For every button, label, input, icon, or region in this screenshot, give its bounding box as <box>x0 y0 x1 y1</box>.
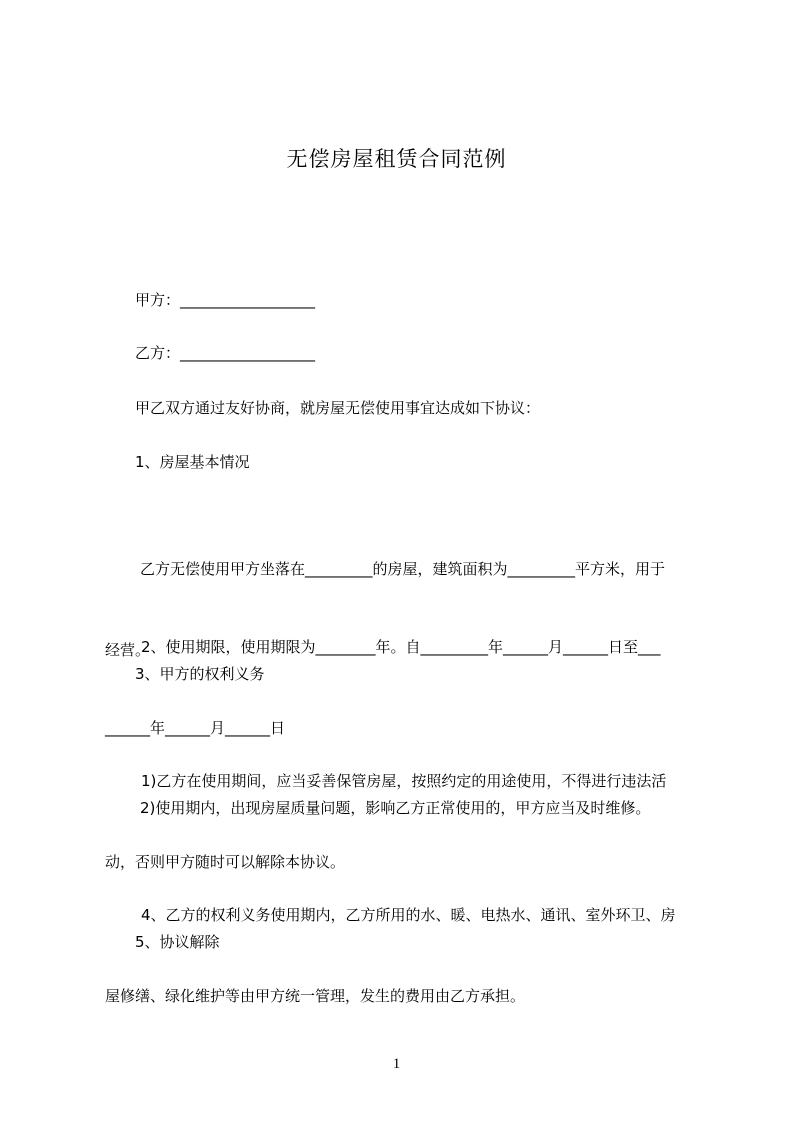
section-3-item-2: 2)使用期内，出现房屋质量问题，影响乙方正常使用的，甲方应当及时维修。 <box>140 799 651 817</box>
section-2-line-2: ______年______月______日 <box>105 719 286 737</box>
section-4-line-2: 屋修缮、绿化维护等由甲方统一管理，发生的费用由乙方承担。 <box>105 987 526 1005</box>
party-a-field: 甲方：__________________ <box>135 291 316 309</box>
section-1-heading: 1、房屋基本情况 <box>135 453 250 471</box>
section-1-line-1: 乙方无偿使用甲方坐落在_________的房屋，建筑面积为_________平方米，用于 <box>140 560 666 578</box>
document-title: 无偿房屋租赁合同范例 <box>286 147 507 171</box>
intro-paragraph: 甲乙双方通过友好协商，就房屋无偿使用事宜达成如下协议： <box>135 399 541 417</box>
page-number: 1 <box>392 1056 401 1072</box>
party-b-field: 乙方：__________________ <box>135 344 316 362</box>
section-3-item-1-line-1: 1)乙方在使用期间，应当妥善保管房屋，按照约定的用途使用，不得进行违法活 <box>141 772 667 790</box>
section-5-heading: 5、协议解除 <box>135 933 220 951</box>
section-3-heading: 3、甲方的权利义务 <box>135 665 265 683</box>
section-3-item-1-line-2: 动，否则甲方随时可以解除本协议。 <box>105 853 346 871</box>
section-1-line-2: 经营。 <box>105 641 151 659</box>
section-2-line-1: 2、使用期限，使用期限为________年。自_________年______月______日至___ <box>141 638 661 656</box>
section-4-line-1: 4、乙方的权利义务使用期内，乙方所用的水、暖、电热水、通讯、室外环卫、房 <box>141 906 676 924</box>
